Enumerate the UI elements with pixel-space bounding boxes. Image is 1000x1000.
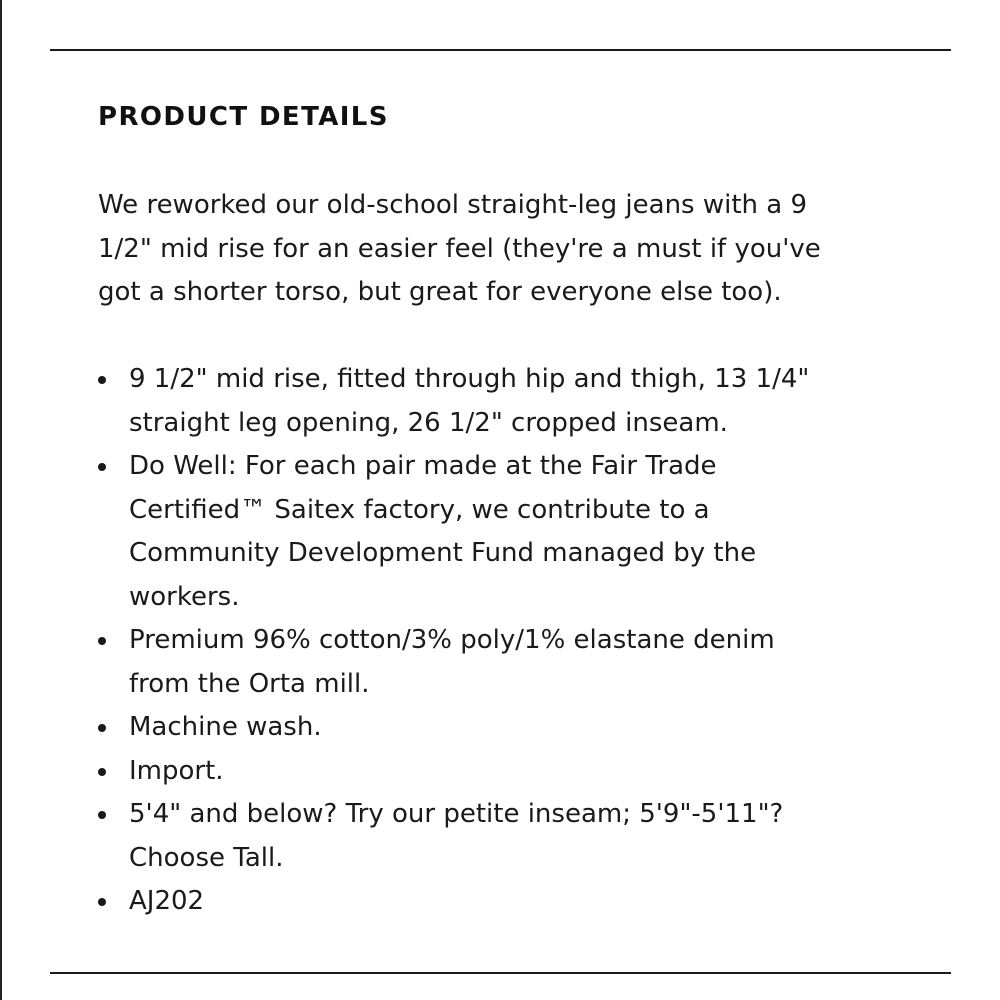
list-item	[98, 706, 838, 750]
bottom-divider	[50, 972, 951, 974]
section-title: PRODUCT DETAILS	[98, 102, 389, 132]
product-description: We reworked our old-school straight-leg jeans with a 9 1/2" mid rise for an easier feel (they're a must if you've got a shorter torso, but great for everyone else too).	[98, 190, 821, 307]
list-item	[98, 793, 838, 880]
bullet-icon	[98, 898, 106, 906]
bullet-icon	[98, 768, 106, 776]
bullet-icon	[98, 637, 106, 645]
list-item	[98, 358, 838, 445]
list-item-text: 9 1/2" mid rise, fitted through hip and thigh, 13 1/4" straight leg opening, 26 1/2" cropped inseam.	[129, 364, 810, 438]
list-item	[98, 445, 838, 619]
bullet-icon	[98, 463, 106, 471]
list-item	[98, 880, 838, 924]
list-item-text: Import.	[129, 755, 224, 786]
list-item-text: 5'4" and below? Try our petite inseam; 5'9"-5'11"? Choose Tall.	[129, 799, 784, 873]
bullet-icon	[98, 724, 106, 732]
list-item-text: Do Well: For each pair made at the Fair Trade Certified™ Saitex factory, we contribute to a Community Development Fund managed by the workers.	[129, 451, 757, 612]
bullet-icon	[98, 811, 106, 819]
list-item-text: Machine wash.	[129, 712, 322, 742]
list-item	[98, 619, 838, 706]
list-item-text: AJ202	[129, 886, 205, 916]
list-item-text: Premium 96% cotton/3% poly/1% elastane denim from the Orta mill.	[129, 625, 775, 699]
details-list	[98, 358, 838, 924]
left-edge-border	[0, 0, 2, 1000]
list-item	[98, 750, 838, 794]
top-divider	[50, 49, 951, 51]
bullet-icon	[98, 376, 106, 384]
